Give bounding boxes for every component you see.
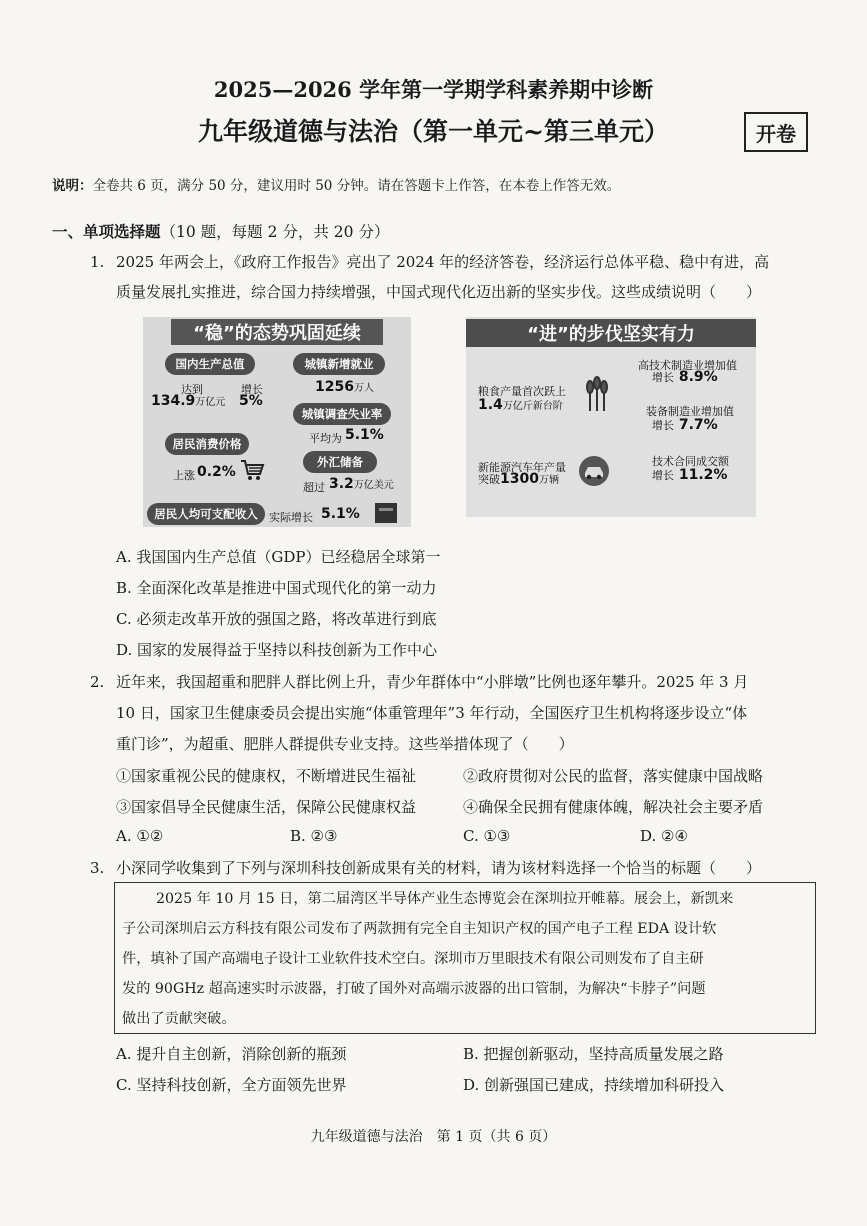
income-label: 实际增长 xyxy=(269,511,313,524)
income-value: 5.1% xyxy=(321,506,360,522)
shopping-cart-icon xyxy=(239,457,265,483)
question-stem-line: 近年来，我国超重和肥胖人群比例上升，青少年群体中“小胖墩”比例也逐年攀升。2025 年 3 月 xyxy=(116,673,749,691)
question-stem-line: 2025 年两会上，《政府工作报告》亮出了 2024 年的经济答卷，经济运行总体平稳、稳中有进，高 xyxy=(116,253,770,271)
question-stem-line: 10 日，国家卫生健康委员会提出实施“体重管理年”3 年行动，全国医疗卫生机构将逐步设立“体 xyxy=(116,704,748,722)
option-c[interactable]: C. ①③ xyxy=(463,827,511,845)
forex-value: 3.2万亿美元 xyxy=(329,476,394,492)
option-d[interactable]: D. 创新强国已建成，持续增加科研投入 xyxy=(463,1076,725,1094)
wallet-icon xyxy=(373,499,401,525)
note-text: 全卷共 6 页，满分 50 分，建议用时 50 分钟。请在答题卡上作答，在本卷上作答无效。 xyxy=(92,178,621,194)
material-line: 发的 90GHz 超高速实时示波器，打破了国外对高端示波器的出口管制，为解决“卡脖子”问题 xyxy=(122,981,706,997)
nev-value: 突破1300万辆 xyxy=(478,471,559,487)
exam-title: 2025—2026 学年第一学期学科素养期中诊断 xyxy=(213,77,654,102)
question-stem-line: 重门诊”，为超重、肥胖人群提供专业支持。这些举措体现了（ ） xyxy=(116,735,574,753)
section-heading xyxy=(52,220,389,242)
gdp-tag: 国内生产总值 xyxy=(165,353,255,375)
jobs-tag: 城镇新增就业 xyxy=(293,353,385,375)
cpi-tag: 居民消费价格 xyxy=(165,433,249,455)
infographic-heading: “进”的步伐坚实有力 xyxy=(466,319,756,347)
section-subtitle: （10 题，每题 2 分，共 20 分） xyxy=(160,223,390,241)
option-a[interactable]: A. ①② xyxy=(116,827,164,845)
material-line: 件，填补了国产高端电子设计工业软件技术空白。深圳市万里眼技术有限公司则发布了自主研 xyxy=(122,951,704,967)
option-b[interactable]: B. 把握创新驱动，坚持高质量发展之路 xyxy=(463,1045,724,1063)
material-line: 2025 年 10 月 15 日，第二届湾区半导体产业生态博览会在深圳拉开帷幕。展会上，新凯来 xyxy=(156,891,734,907)
material-line: 子公司深圳启云方科技有限公司发布了两款拥有完全自主知识产权的国产电子工程 EDA 设计软 xyxy=(122,921,717,937)
question-number: 2. xyxy=(90,673,105,691)
exam-subject-title: 九年级道德与法治（第一单元~第三单元） xyxy=(198,117,669,146)
jobs-value: 1256万人 xyxy=(315,379,374,395)
cpi-label: 上涨 xyxy=(173,469,195,482)
question-number: 1. xyxy=(90,253,105,271)
infographic-heading: “稳”的态势巩固延续 xyxy=(171,319,383,345)
page-footer: 九年级道德与法治 第 1 页（共 6 页） xyxy=(310,1129,557,1145)
gdp-growth-value: 5% xyxy=(239,393,263,409)
unemployment-tag: 城镇调查失业率 xyxy=(293,403,391,425)
hitech-label: 高技术制造业增加值 xyxy=(638,359,737,372)
tech-contract-label: 技术合同成交额 xyxy=(652,455,729,468)
option-d[interactable]: D. ②④ xyxy=(640,827,688,845)
unemployment-value: 5.1% xyxy=(345,427,384,443)
open-book-badge: 开卷 xyxy=(744,112,808,152)
exam-instructions xyxy=(52,174,620,194)
question-stem-line: 小深同学收集到了下列与深圳科技创新成果有关的材料，请为该材料选择一个恰当的标题（ ） xyxy=(116,859,762,877)
option-c[interactable]: C. 必须走改革开放的强国之路，将改革进行到底 xyxy=(116,610,437,628)
forex-label: 超过 xyxy=(303,481,325,494)
question-stem-line: 质量发展扎实推进，综合国力持续增强，中国式现代化迈出新的坚实步伐。这些成绩说明（ ） xyxy=(116,283,762,301)
hitech-value: 增长 8.9% xyxy=(652,369,718,385)
car-icon xyxy=(578,455,610,487)
progress-infographic xyxy=(466,317,756,517)
statement-1: ①国家重视公民的健康权，不断增进民生福祉 xyxy=(116,767,417,785)
nev-label: 新能源汽车年产量 xyxy=(478,461,566,474)
option-a[interactable]: A. 我国国内生产总值（GDP）已经稳居全球第一 xyxy=(116,548,441,566)
option-d[interactable]: D. 国家的发展得益于坚持以科技创新为工作中心 xyxy=(116,641,438,659)
grain-label: 粮食产量首次跃上 xyxy=(478,385,566,398)
option-c[interactable]: C. 坚持科技创新，全方面领先世界 xyxy=(116,1076,347,1094)
equip-label: 装备制造业增加值 xyxy=(646,405,734,418)
section-title: 一、单项选择题 xyxy=(52,222,161,241)
grain-value: 1.4万亿斤新台阶 xyxy=(478,397,563,413)
option-a[interactable]: A. 提升自主创新，消除创新的瓶颈 xyxy=(116,1045,347,1063)
statement-4: ④确保全民拥有健康体魄，解决社会主要矛盾 xyxy=(463,798,764,816)
equip-value: 增长 7.7% xyxy=(652,417,718,433)
gdp-reach-label: 达到 xyxy=(181,383,203,396)
statement-2: ②政府贯彻对公民的监督，落实健康中国战略 xyxy=(463,767,764,785)
question-number: 3. xyxy=(90,859,105,877)
tech-contract-value: 增长 11.2% xyxy=(652,467,728,483)
option-b[interactable]: B. ②③ xyxy=(290,827,338,845)
option-b[interactable]: B. 全面深化改革是推进中国式现代化的第一动力 xyxy=(116,579,437,597)
unemployment-label: 平均为 xyxy=(309,432,342,445)
note-label: 说明： xyxy=(52,178,93,194)
statement-3: ③国家倡导全民健康生活，保障公民健康权益 xyxy=(116,798,417,816)
material-line: 做出了贡献突破。 xyxy=(122,1011,236,1027)
gdp-value: 134.9万亿元 xyxy=(151,393,226,409)
cpi-value: 0.2% xyxy=(197,464,236,480)
forex-tag: 外汇储备 xyxy=(303,451,377,473)
wheat-icon xyxy=(582,373,612,413)
stability-infographic xyxy=(143,317,411,527)
income-tag: 居民人均可支配收入 xyxy=(147,503,265,525)
gdp-growth-label: 增长 xyxy=(241,383,263,396)
